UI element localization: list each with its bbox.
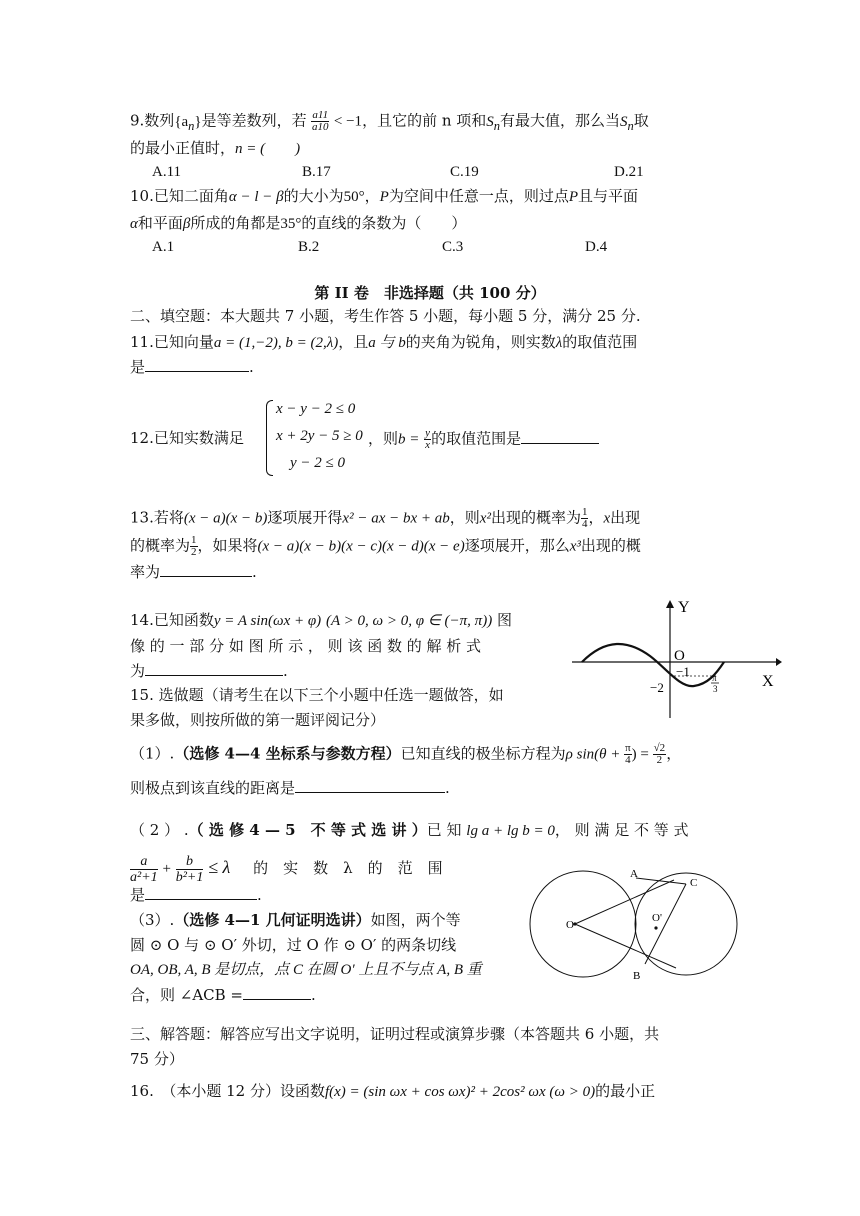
label-o: O (566, 919, 574, 931)
q10-line2: α和平面β所成的角都是35°的直线的条数为（ ） (130, 214, 467, 232)
q11-answer-blank[interactable] (145, 357, 249, 372)
q15-sub1-line1: （1）.（选修 4—4 坐标系与参数方程）已知直线的极坐标方程为ρ sin(θ + $\frac{\pi}{4}$ ) = $\frac{√2}{2}$ ， (130, 742, 682, 766)
q11-line1: 11.已知向量a = (1,−2), b = (2,λ)，且a 与 b的夹角为锐角，则实数λ的取值范围 (130, 333, 638, 351)
q9-option-d: D.21 (614, 164, 644, 180)
chord-bc (645, 884, 686, 964)
seq-a-n: $\{a_n\}$ (174, 113, 202, 133)
q12-constraint-2: x + 2y − 5 ≥ 0 (276, 428, 363, 444)
q14-line3: 为 . (130, 662, 288, 680)
q10-option-c: C.3 (442, 239, 464, 255)
q15-sub1-line2: 则极点到该直线的距离是 . (130, 779, 450, 797)
minus-two-label: −2 (650, 680, 664, 695)
part2-title: 第 II 卷 非选择题（共 100 分） (314, 284, 546, 302)
q9-line1: 9.数列$\{a_n\}$是等差数列，若 $\frac{a11}{a10}$ < −1，且它的前 n 项和$S_n$有最大值，那么当$S_n$取 (130, 109, 649, 133)
q12-answer-blank[interactable] (521, 429, 599, 444)
q15-sub3-line4: 合，则 ∠ACB = . (130, 986, 316, 1004)
label-c: C (690, 877, 698, 889)
q14-line1: 14.已知函数y = A sin(ωx + φ) (A > 0, ω > 0, φ ∈ (−π, π)) 图 (130, 611, 512, 629)
circle-o-prime (635, 873, 737, 975)
q15-sub2-answer-blank[interactable] (145, 885, 257, 900)
origin-label: O (674, 648, 685, 664)
label-o-prime: O' (652, 912, 662, 924)
minus-one-label: −1 (676, 664, 690, 679)
label-b: B (633, 970, 641, 982)
q15-sub3-answer-blank[interactable] (243, 985, 311, 1000)
q13-line1: 13.若将(x − a)(x − b)逐项展开得x² − ax − bx + ab，则x²出现的概率为 $\frac{1}{4}$ ，x出现 (130, 506, 641, 530)
q15-sub3-line2: 圆 ⊙ O 与 ⊙ O′ 外切，过 O 作 ⊙ O′ 的两条切线 (130, 936, 457, 954)
q9-option-a: A.11 (152, 164, 182, 180)
sine-graph (566, 596, 782, 720)
q16-line1: 16. （本小题 12 分）设函数f(x) = (sin ωx + cos ωx)² + 2cos² ωx (ω > 0)的最小正 (130, 1082, 656, 1100)
tangent-ob (575, 924, 676, 968)
q15-sub3-line1: （3）.（选修 4—1 几何证明选讲）如图，两个等 (130, 911, 461, 929)
q13-line3: 率为 . (130, 563, 257, 581)
section3-line1: 三、解答题：解答应写出文字说明，证明过程或演算步骤（本答题共 6 小题，共 (130, 1025, 660, 1043)
y-over-x-fraction: $\frac{y}{x}$ (425, 427, 431, 451)
q15-sub2-line3: 是 . (130, 886, 262, 904)
q12-constraint-3: y − 2 ≤ 0 (290, 455, 346, 471)
q12-prefix: 12.已知实数满足 (130, 429, 244, 447)
tangent-circles-figure (526, 866, 742, 984)
q15-sub3-line3: OA, OB, A, B 是切点，点 C 在圆 O′ 上且不与点 A, B 重 (130, 962, 482, 978)
ratio-fraction: $\frac{a11}{a10}$ (312, 109, 329, 133)
system-brace (266, 400, 273, 476)
q15-sub2-line1: （ 2 ） .（ 选 修 4 — 5 不 等 式 选 讲 ）已 知 lg a + lg b = 0， 则 满 足 不 等 式 (130, 821, 689, 839)
q13-answer-blank[interactable] (160, 562, 252, 577)
q14-answer-blank[interactable] (145, 661, 283, 676)
q15-sub1-answer-blank[interactable] (295, 778, 445, 793)
q9-option-b: B.17 (302, 164, 331, 180)
pi-label: π (712, 673, 717, 683)
section3-line2: 75 分） (130, 1050, 184, 1068)
q14-line2: 像 的 一 部 分 如 图 所 示 ， 则 该 函 数 的 解 析 式 (130, 637, 482, 655)
q9-option-c: C.19 (450, 164, 479, 180)
three-label: 3 (713, 684, 718, 694)
y-axis-arrow (666, 600, 674, 608)
q12-tail: ，则b = $\frac{y}{x}$ 的取值范围是 (368, 428, 599, 451)
x-axis-arrow (776, 658, 782, 666)
label-a: A (630, 868, 638, 880)
q15-sub2-line2: $\frac{a}{\text{a²+1}}$ + $\frac{b}{\text{b²+1}}$ ≤ λ 的 实 数 λ 的 范 围 (130, 853, 443, 885)
q9-line2: 的最小正值时，n = ( ) (130, 139, 301, 157)
q10-option-d: D.4 (585, 239, 608, 255)
chord-ac (636, 878, 686, 884)
q12-constraint-1: x − y − 2 ≤ 0 (276, 401, 356, 417)
q10-option-b: B.2 (298, 239, 320, 255)
q10-option-a: A.1 (152, 239, 175, 255)
section2-heading: 二、填空题：本大题共 7 小题，考生作答 5 小题，每小题 5 分，满分 25 分. (130, 307, 641, 325)
q13-line2: 的概率为 $\frac{1}{2}$ ，如果将(x − a)(x − b)(x − c)(x − d)(x − e)逐项展开，那么x³出现的概 (130, 534, 641, 558)
q10-line1: 10.已知二面角α − l − β的大小为50°，P为空间中任意一点，则过点P且与平面 (130, 187, 639, 205)
y-axis-label: Y (678, 599, 690, 616)
q11-line2: 是 . (130, 358, 254, 376)
x-axis-label: X (762, 673, 774, 690)
q15-line1: 15. 选做题（请考生在以下三个小题中任选一题做答，如 (130, 686, 504, 704)
circle-o (530, 871, 636, 977)
q15-line2: 果多做，则按所做的第一题评阅记分） (130, 711, 386, 729)
